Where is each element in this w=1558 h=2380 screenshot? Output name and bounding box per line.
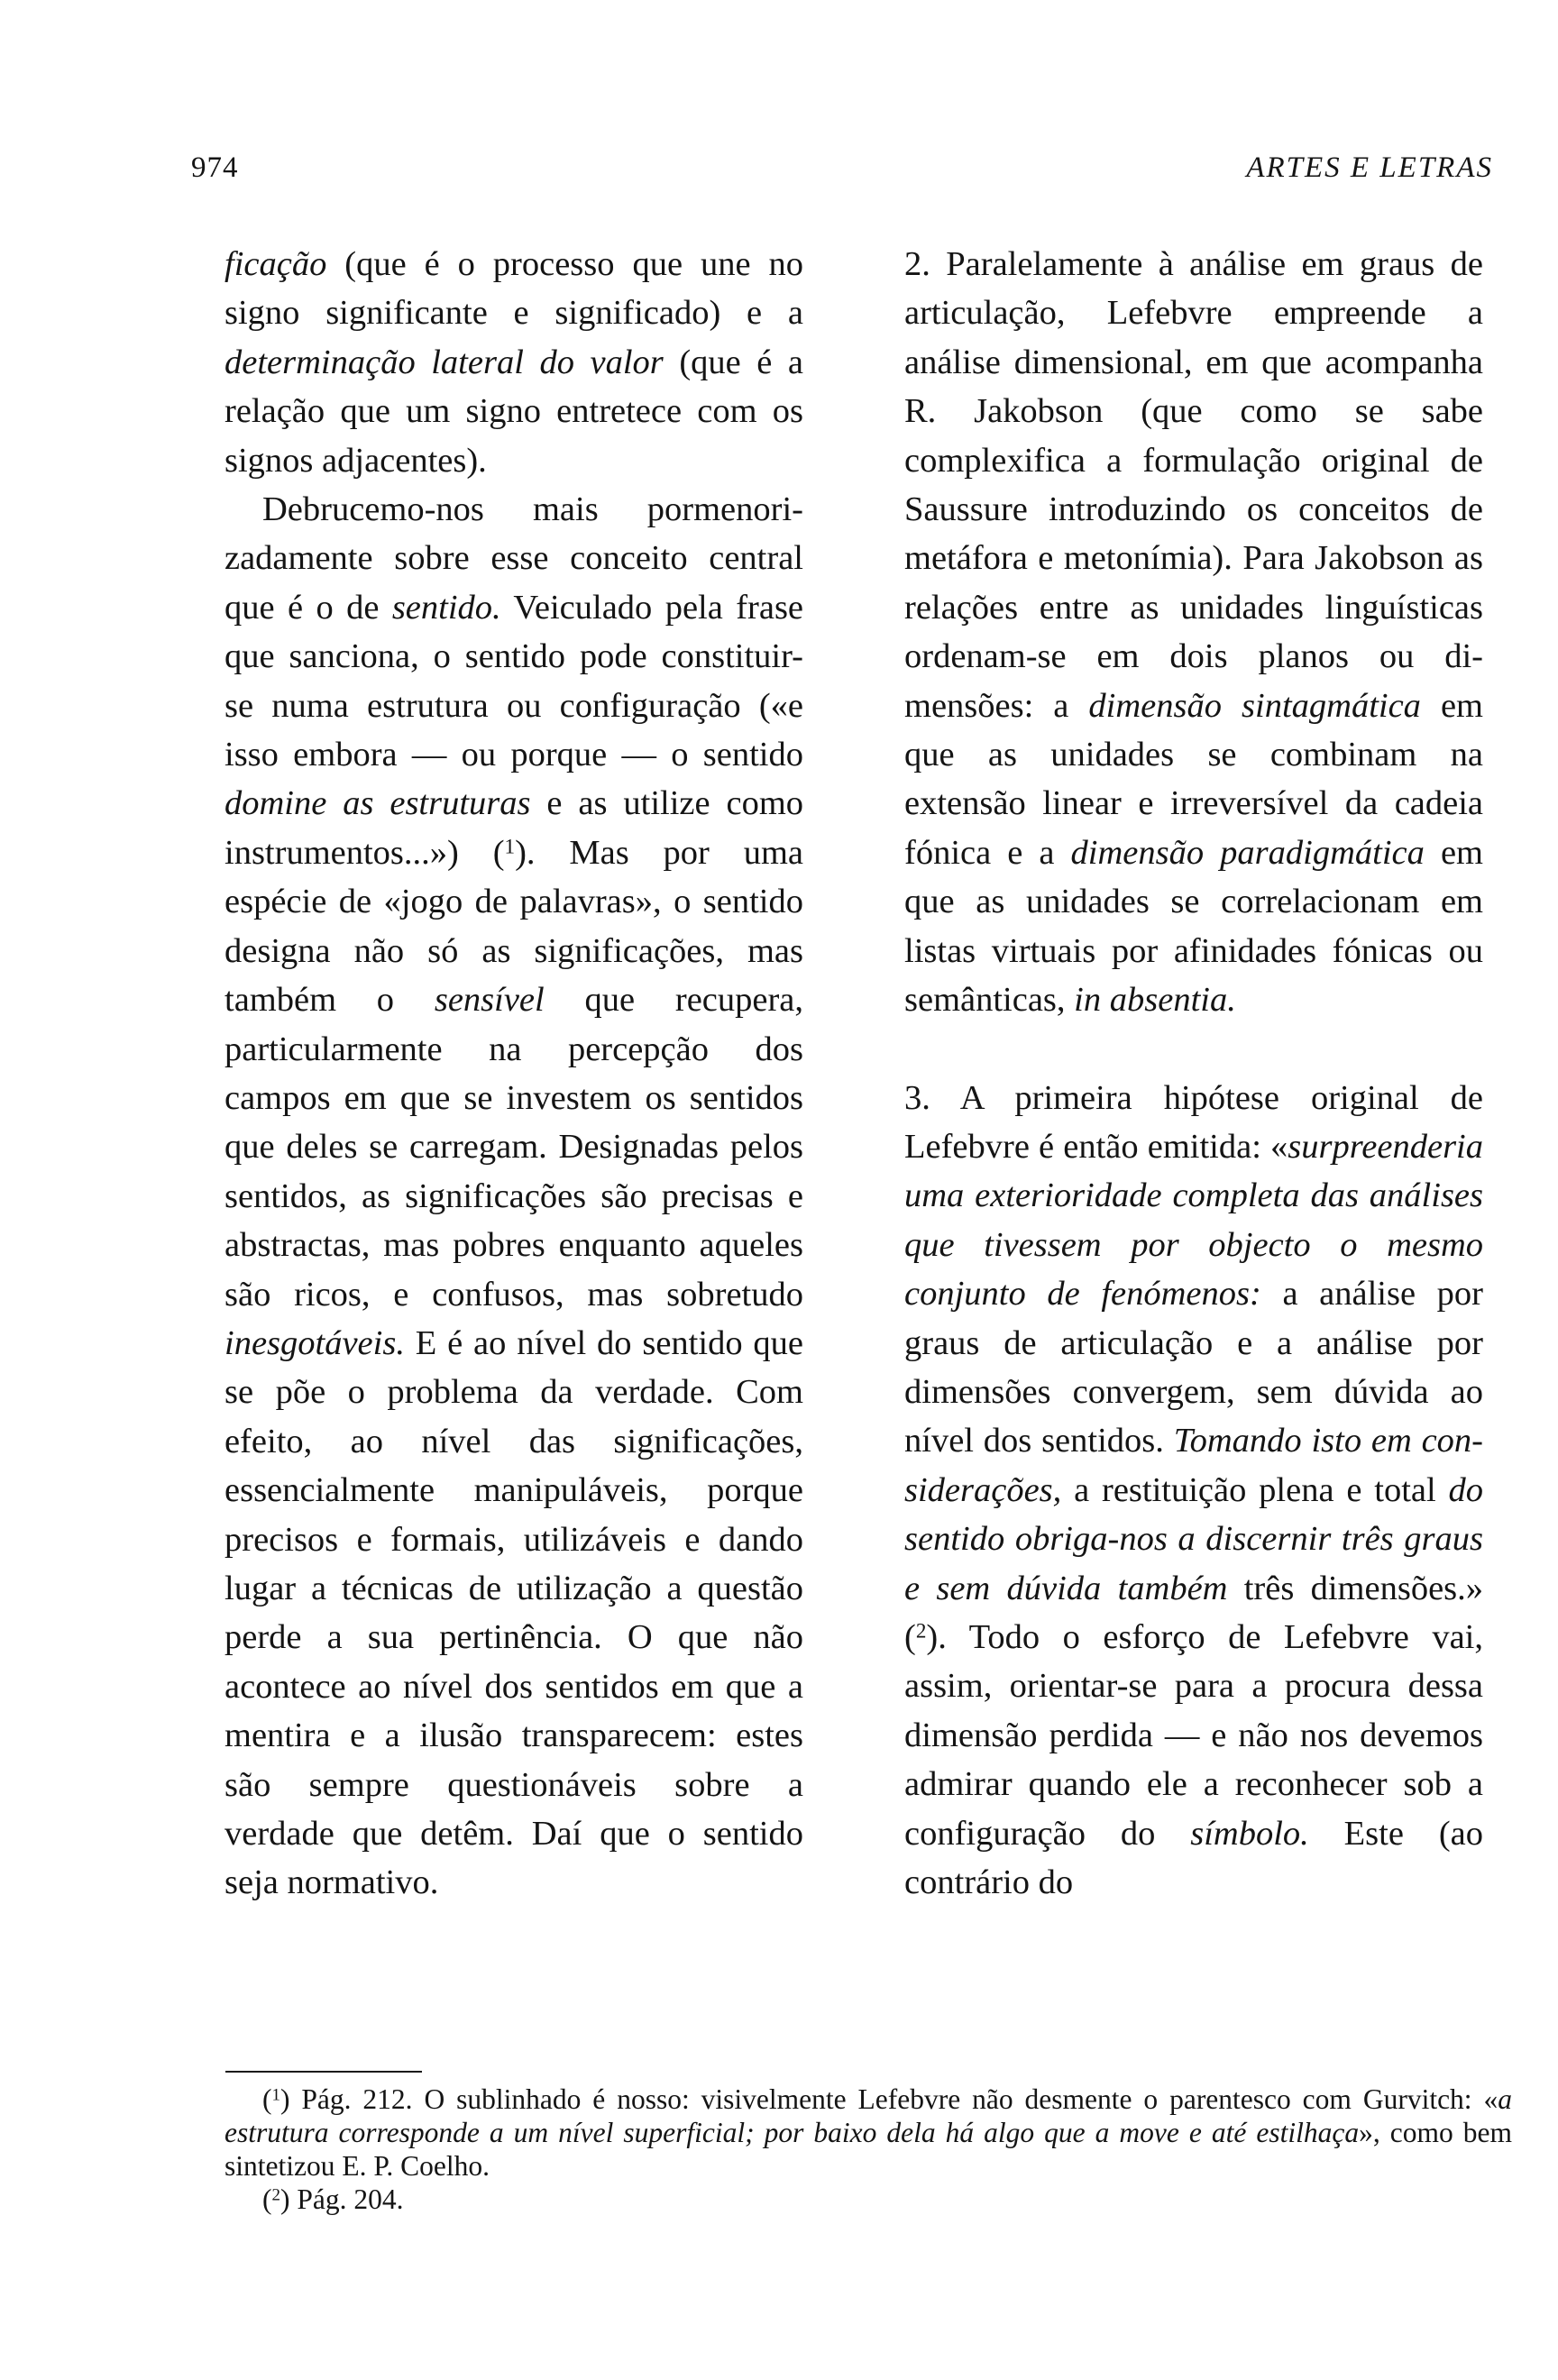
italic-text: surpreenderia uma exterioridade completa das análises que tivessem por objecto o mesmo conjunto de fenómenos: xyxy=(904,1127,1483,1314)
running-title: ARTES E LETRAS xyxy=(1246,151,1493,184)
footnote-reference: 1 xyxy=(271,2085,280,2105)
italic-text: domine as estruturas xyxy=(225,784,531,823)
footnote-reference: 2 xyxy=(915,1618,927,1643)
text-run: ) Pág. 212. O sublinhado é nosso: visivelmente Lefebvre não desmente o parentesco com Gurvitch: « xyxy=(280,2083,1498,2115)
text-run: ). Todo o esforço de Lefebvre vai, assim, orientar-se para a procura dessa dimensão perdida — e não nos devemos admirar quando ele a reconhecer sob a configuração do xyxy=(904,1617,1483,1853)
italic-text: dimensão sintagmática xyxy=(1088,686,1421,725)
footnote-reference: 1 xyxy=(504,834,516,858)
text-run: ( xyxy=(262,2083,272,2115)
text-run: em que as unidades se correlacionam em listas virtuais por afinidades fónicas ou semânticas, xyxy=(904,833,1483,1020)
text-run: (que é a relação que um signo entretece com os signos adjacentes). xyxy=(225,343,803,480)
footnotes xyxy=(225,2082,1512,2216)
italic-text: in absentia. xyxy=(1074,981,1236,1020)
text-run: ). Mas por uma espécie de «jogo de palavras», o sentido designa não só as significações, mas também o xyxy=(225,833,803,1020)
text-run: E é ao nível do sentido que se põe o problema da verdade. Com efeito, ao nível das significações, essencialmente manipuláveis, porque precisos e formais, utilizáveis e dando lugar a técnicas de utilização a questão perde a sua pertinência. O que não acontece ao nível dos sentidos em que a mentira e a ilusão transparecem: estes são sempre questionáveis sobre a verdade que detêm. Daí que o sentido seja normativo. xyxy=(225,1323,803,1902)
text-run: 3. A primeira hipótese original de Lefebvre é então emitida: « xyxy=(904,1078,1483,1166)
italic-text: ficação xyxy=(225,245,327,283)
italic-text: sensível xyxy=(434,981,545,1020)
text-run: (que é o processo que une no signo significante e significado) e a xyxy=(225,245,803,333)
italic-text: dimensão paradigmática xyxy=(1070,833,1425,872)
text-run: ( xyxy=(262,2183,272,2215)
text-run: Veiculado pela frase que sanciona, o sentido pode constituir-se numa estrutura ou configuração («e isso embora — ou porque — o sentido xyxy=(225,588,804,774)
left-paragraph-2 xyxy=(225,485,803,1908)
footnote-1 xyxy=(225,2082,1512,2183)
right-column xyxy=(904,240,1483,1907)
text-run: a análise por graus de articulação e a análise por dimensões convergem, sem dúvida ao nível dos sentidos. xyxy=(904,1275,1483,1460)
italic-text: inesgotáveis. xyxy=(225,1323,405,1362)
right-paragraph-2 xyxy=(904,240,1483,1025)
footnote-reference: 2 xyxy=(271,2185,280,2205)
text-run: três dimensões.» ( xyxy=(904,1569,1484,1656)
text-run: Debrucemo-nos mais pormenorizadamente sobre esse conceito central que é o de xyxy=(225,490,803,627)
italic-text: a estrutura corresponde a um nível superficial; por baixo dela há algo que a move e até estilhaça xyxy=(225,2083,1512,2148)
text-run: a restituição plena e total xyxy=(1061,1470,1449,1509)
italic-text: Tomando isto em considerações, xyxy=(904,1422,1483,1509)
text-run: que recupera, particularmente na percepção dos campos em que se investem os sentidos que deles se carregam. Designadas pelos sentidos, as significações são precisas e abstractas, mas pobres enquanto aqueles são ricos, e confusos, mas sobretudo xyxy=(225,981,803,1314)
left-paragraph-1 xyxy=(225,240,803,485)
right-paragraph-3 xyxy=(904,1074,1483,1908)
text-run: Este (ao contrário do xyxy=(904,1814,1483,1901)
left-column xyxy=(225,240,803,1908)
text-run: 2. Paralelamente à análise em graus de articulação, Lefebvre empreende a análise dimensional, em que acompanha R. Jakobson (que como se sabe complexifica a formulação original de Saussure introduzindo os conceitos de metáfora e metonímia). Para Jakobson as relações entre as unidades linguísticas ordenam-se em dois planos ou dimensões: a xyxy=(904,245,1483,725)
footnote-2 xyxy=(225,2183,1512,2216)
footnote-rule xyxy=(225,2071,422,2073)
text-run: ) Pág. 204. xyxy=(280,2183,404,2215)
italic-text: sentido. xyxy=(391,588,501,627)
italic-text: símbolo. xyxy=(1190,1814,1309,1853)
text-run: em que as unidades se combinam na extensão linear e irreversível da cadeia fónica e a xyxy=(904,686,1483,872)
italic-text: do sentido obriga-nos a discernir três graus e sem dúvida também xyxy=(904,1470,1483,1607)
page-number: 974 xyxy=(191,151,239,184)
italic-text: determinação lateral do valor xyxy=(225,343,664,381)
text-run: », como bem sintetizou E. P. Coelho. xyxy=(225,2117,1512,2182)
text-run: e as utilize como instrumentos...») ( xyxy=(225,784,804,872)
